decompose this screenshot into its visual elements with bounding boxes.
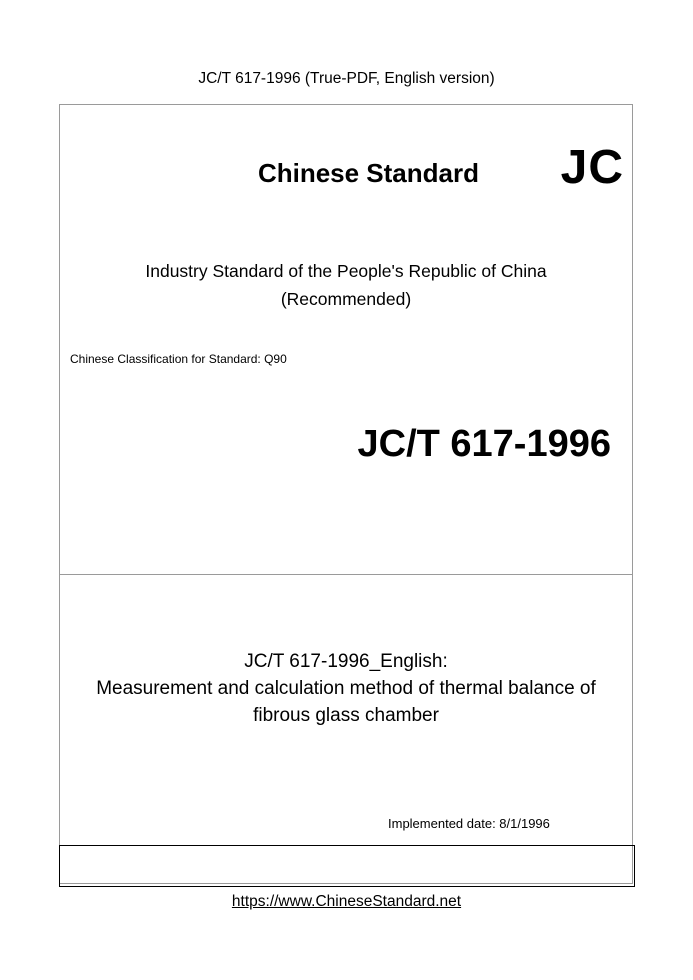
industry-standard-heading bbox=[59, 257, 633, 313]
page-header: JC/T 617-1996 (True-PDF, English version) bbox=[198, 70, 495, 87]
title-line-3: fibrous glass chamber bbox=[253, 705, 439, 726]
document-type: Chinese Standard bbox=[257, 158, 479, 188]
title-line-1: JC/T 617-1996_English: bbox=[244, 651, 448, 672]
cover-frame bbox=[59, 104, 633, 884]
website-link[interactable]: https://www.ChineseStandard.net bbox=[231, 893, 462, 910]
industry-line-1: Industry Standard of the People's Republic of China bbox=[145, 261, 547, 281]
title-line-2: Measurement and calculation method of thermal balance of bbox=[96, 678, 596, 699]
footer-link-wrap bbox=[0, 893, 693, 911]
industry-line-2: (Recommended) bbox=[280, 289, 412, 309]
standard-number: JC/T 617-1996 bbox=[357, 423, 611, 465]
classification: Chinese Classification for Standard: Q90 bbox=[70, 352, 287, 366]
org-code: JC bbox=[560, 141, 624, 194]
document-title bbox=[59, 648, 633, 729]
cover-divider bbox=[59, 574, 633, 575]
implemented-date: Implemented date: 8/1/1996 bbox=[388, 816, 550, 831]
footer-box bbox=[59, 845, 635, 887]
